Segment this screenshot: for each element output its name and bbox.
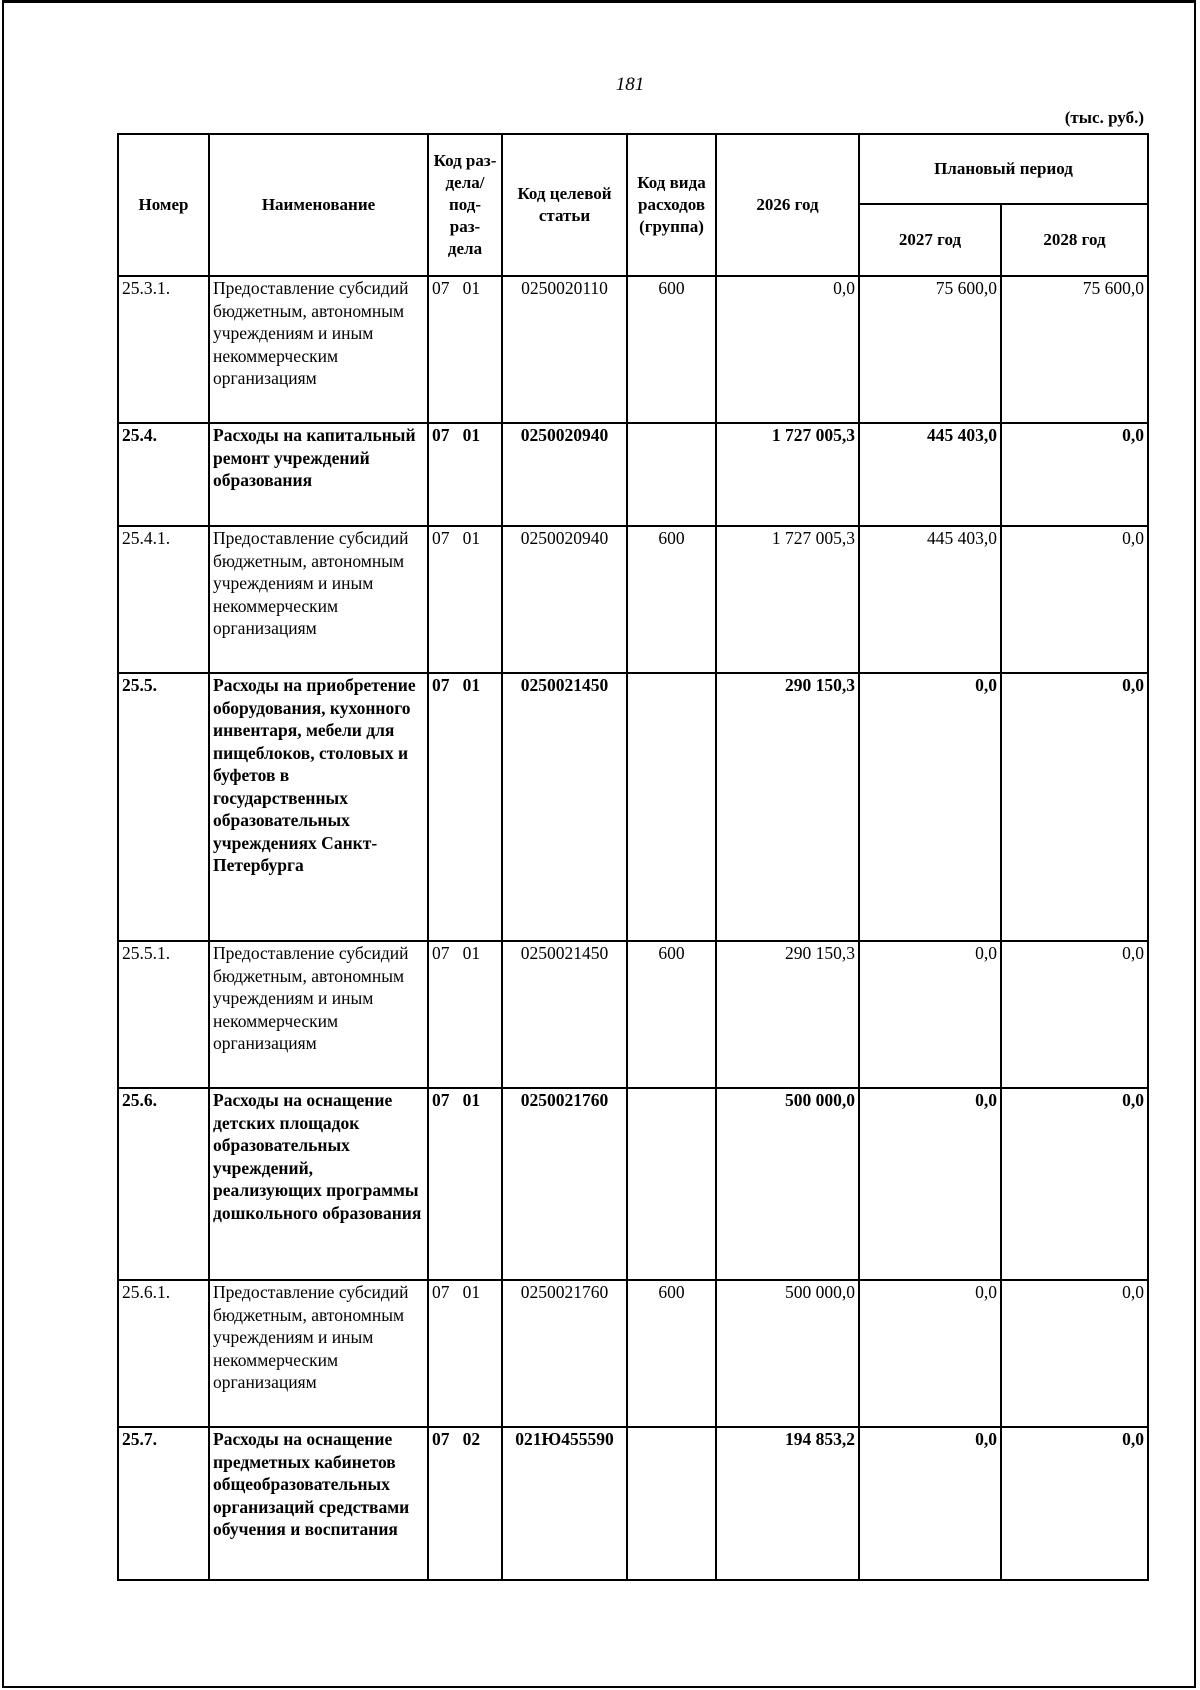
row-target-code: 0250021450 [502, 941, 627, 1088]
row-name: Предоставление субсидий бюджетным, автономным учреждениям и иным некоммерческим организациям [209, 276, 428, 423]
units-label: (тыс. руб.) [1064, 108, 1144, 127]
row-expense-type [627, 673, 716, 941]
row-section-code: 07 01 [428, 526, 502, 673]
row-expense-type: 600 [627, 941, 716, 1088]
row-name: Расходы на оснащение предметных кабинетов общеобразовательных организаций средствами обучения и воспитания [209, 1427, 428, 1580]
row-amount-2026: 1 727 005,3 [716, 423, 859, 526]
row-name: Предоставление субсидий бюджетным, автономным учреждениям и иным некоммерческим организациям [209, 941, 428, 1088]
row-name: Расходы на приобретение оборудования, кухонного инвентаря, мебели для пищеблоков, столовых и буфетов в государственных образовательных учреждениях Санкт-Петербурга [209, 673, 428, 941]
header-year-2026: 2026 год [716, 134, 859, 276]
row-amount-2027: 0,0 [859, 1280, 1001, 1427]
table-row [118, 1427, 1148, 1580]
row-expense-type [627, 1427, 716, 1580]
row-amount-2028: 0,0 [1001, 941, 1148, 1088]
row-amount-2028: 0,0 [1001, 1280, 1148, 1427]
row-amount-2028: 0,0 [1001, 1088, 1148, 1280]
row-amount-2027: 75 600,0 [859, 276, 1001, 423]
row-amount-2026: 1 727 005,3 [716, 526, 859, 673]
table-row [118, 1088, 1148, 1280]
row-amount-2028: 0,0 [1001, 673, 1148, 941]
row-target-code: 0250021760 [502, 1280, 627, 1427]
row-number: 25.7. [118, 1427, 209, 1580]
row-section-code: 07 01 [428, 276, 502, 423]
header-row-1 [118, 134, 1148, 204]
row-amount-2027: 0,0 [859, 673, 1001, 941]
page-number: 181 [615, 74, 645, 95]
row-target-code: 021Ю455590 [502, 1427, 627, 1580]
row-target-code: 0250020940 [502, 526, 627, 673]
row-name: Предоставление субсидий бюджетным, автономным учреждениям и иным некоммерческим организациям [209, 1280, 428, 1427]
row-section-code: 07 01 [428, 1280, 502, 1427]
header-expense-type: Код вида расходов (группа) [627, 134, 716, 276]
row-amount-2027: 0,0 [859, 1427, 1001, 1580]
row-amount-2027: 445 403,0 [859, 526, 1001, 673]
row-amount-2026: 290 150,3 [716, 941, 859, 1088]
header-section: Код раз- дела/ под- раз- дела [428, 134, 502, 276]
row-name: Расходы на оснащение детских площадок образовательных учреждений, реализующих программы дошкольного образования [209, 1088, 428, 1280]
row-name: Предоставление субсидий бюджетным, автономным учреждениям и иным некоммерческим организациям [209, 526, 428, 673]
row-amount-2026: 290 150,3 [716, 673, 859, 941]
row-number: 25.6.1. [118, 1280, 209, 1427]
table-row [118, 1280, 1148, 1427]
header-name: Наименование [209, 134, 428, 276]
table-body [118, 276, 1148, 1580]
row-section-code: 07 01 [428, 423, 502, 526]
row-amount-2026: 500 000,0 [716, 1088, 859, 1280]
row-name: Расходы на капитальный ремонт учреждений образования [209, 423, 428, 526]
row-section-code: 07 01 [428, 673, 502, 941]
row-number: 25.5.1. [118, 941, 209, 1088]
table-row [118, 941, 1148, 1088]
table-row [118, 526, 1148, 673]
row-amount-2028: 75 600,0 [1001, 276, 1148, 423]
row-amount-2028: 0,0 [1001, 526, 1148, 673]
row-target-code: 0250020940 [502, 423, 627, 526]
row-amount-2026: 500 000,0 [716, 1280, 859, 1427]
row-expense-type [627, 423, 716, 526]
row-amount-2028: 0,0 [1001, 423, 1148, 526]
row-expense-type: 600 [627, 1280, 716, 1427]
row-expense-type: 600 [627, 526, 716, 673]
table-row [118, 276, 1148, 423]
row-expense-type: 600 [627, 276, 716, 423]
row-expense-type [627, 1088, 716, 1280]
header-target-article: Код целевой статьи [502, 134, 627, 276]
row-section-code: 07 01 [428, 1088, 502, 1280]
row-number: 25.4. [118, 423, 209, 526]
row-number: 25.6. [118, 1088, 209, 1280]
row-amount-2027: 445 403,0 [859, 423, 1001, 526]
header-year-2028: 2028 год [1001, 204, 1148, 276]
row-target-code: 0250020110 [502, 276, 627, 423]
row-amount-2026: 0,0 [716, 276, 859, 423]
table-row [118, 423, 1148, 526]
table-row [118, 673, 1148, 941]
header-number: Номер [118, 134, 209, 276]
budget-table [117, 133, 1149, 1581]
row-number: 25.4.1. [118, 526, 209, 673]
row-number: 25.5. [118, 673, 209, 941]
row-number: 25.3.1. [118, 276, 209, 423]
row-amount-2026: 194 853,2 [716, 1427, 859, 1580]
header-planning-period: Плановый период [859, 134, 1148, 204]
row-section-code: 07 01 [428, 941, 502, 1088]
row-amount-2027: 0,0 [859, 941, 1001, 1088]
row-amount-2028: 0,0 [1001, 1427, 1148, 1580]
row-target-code: 0250021760 [502, 1088, 627, 1280]
header-year-2027: 2027 год [859, 204, 1001, 276]
row-target-code: 0250021450 [502, 673, 627, 941]
row-section-code: 07 02 [428, 1427, 502, 1580]
row-amount-2027: 0,0 [859, 1088, 1001, 1280]
